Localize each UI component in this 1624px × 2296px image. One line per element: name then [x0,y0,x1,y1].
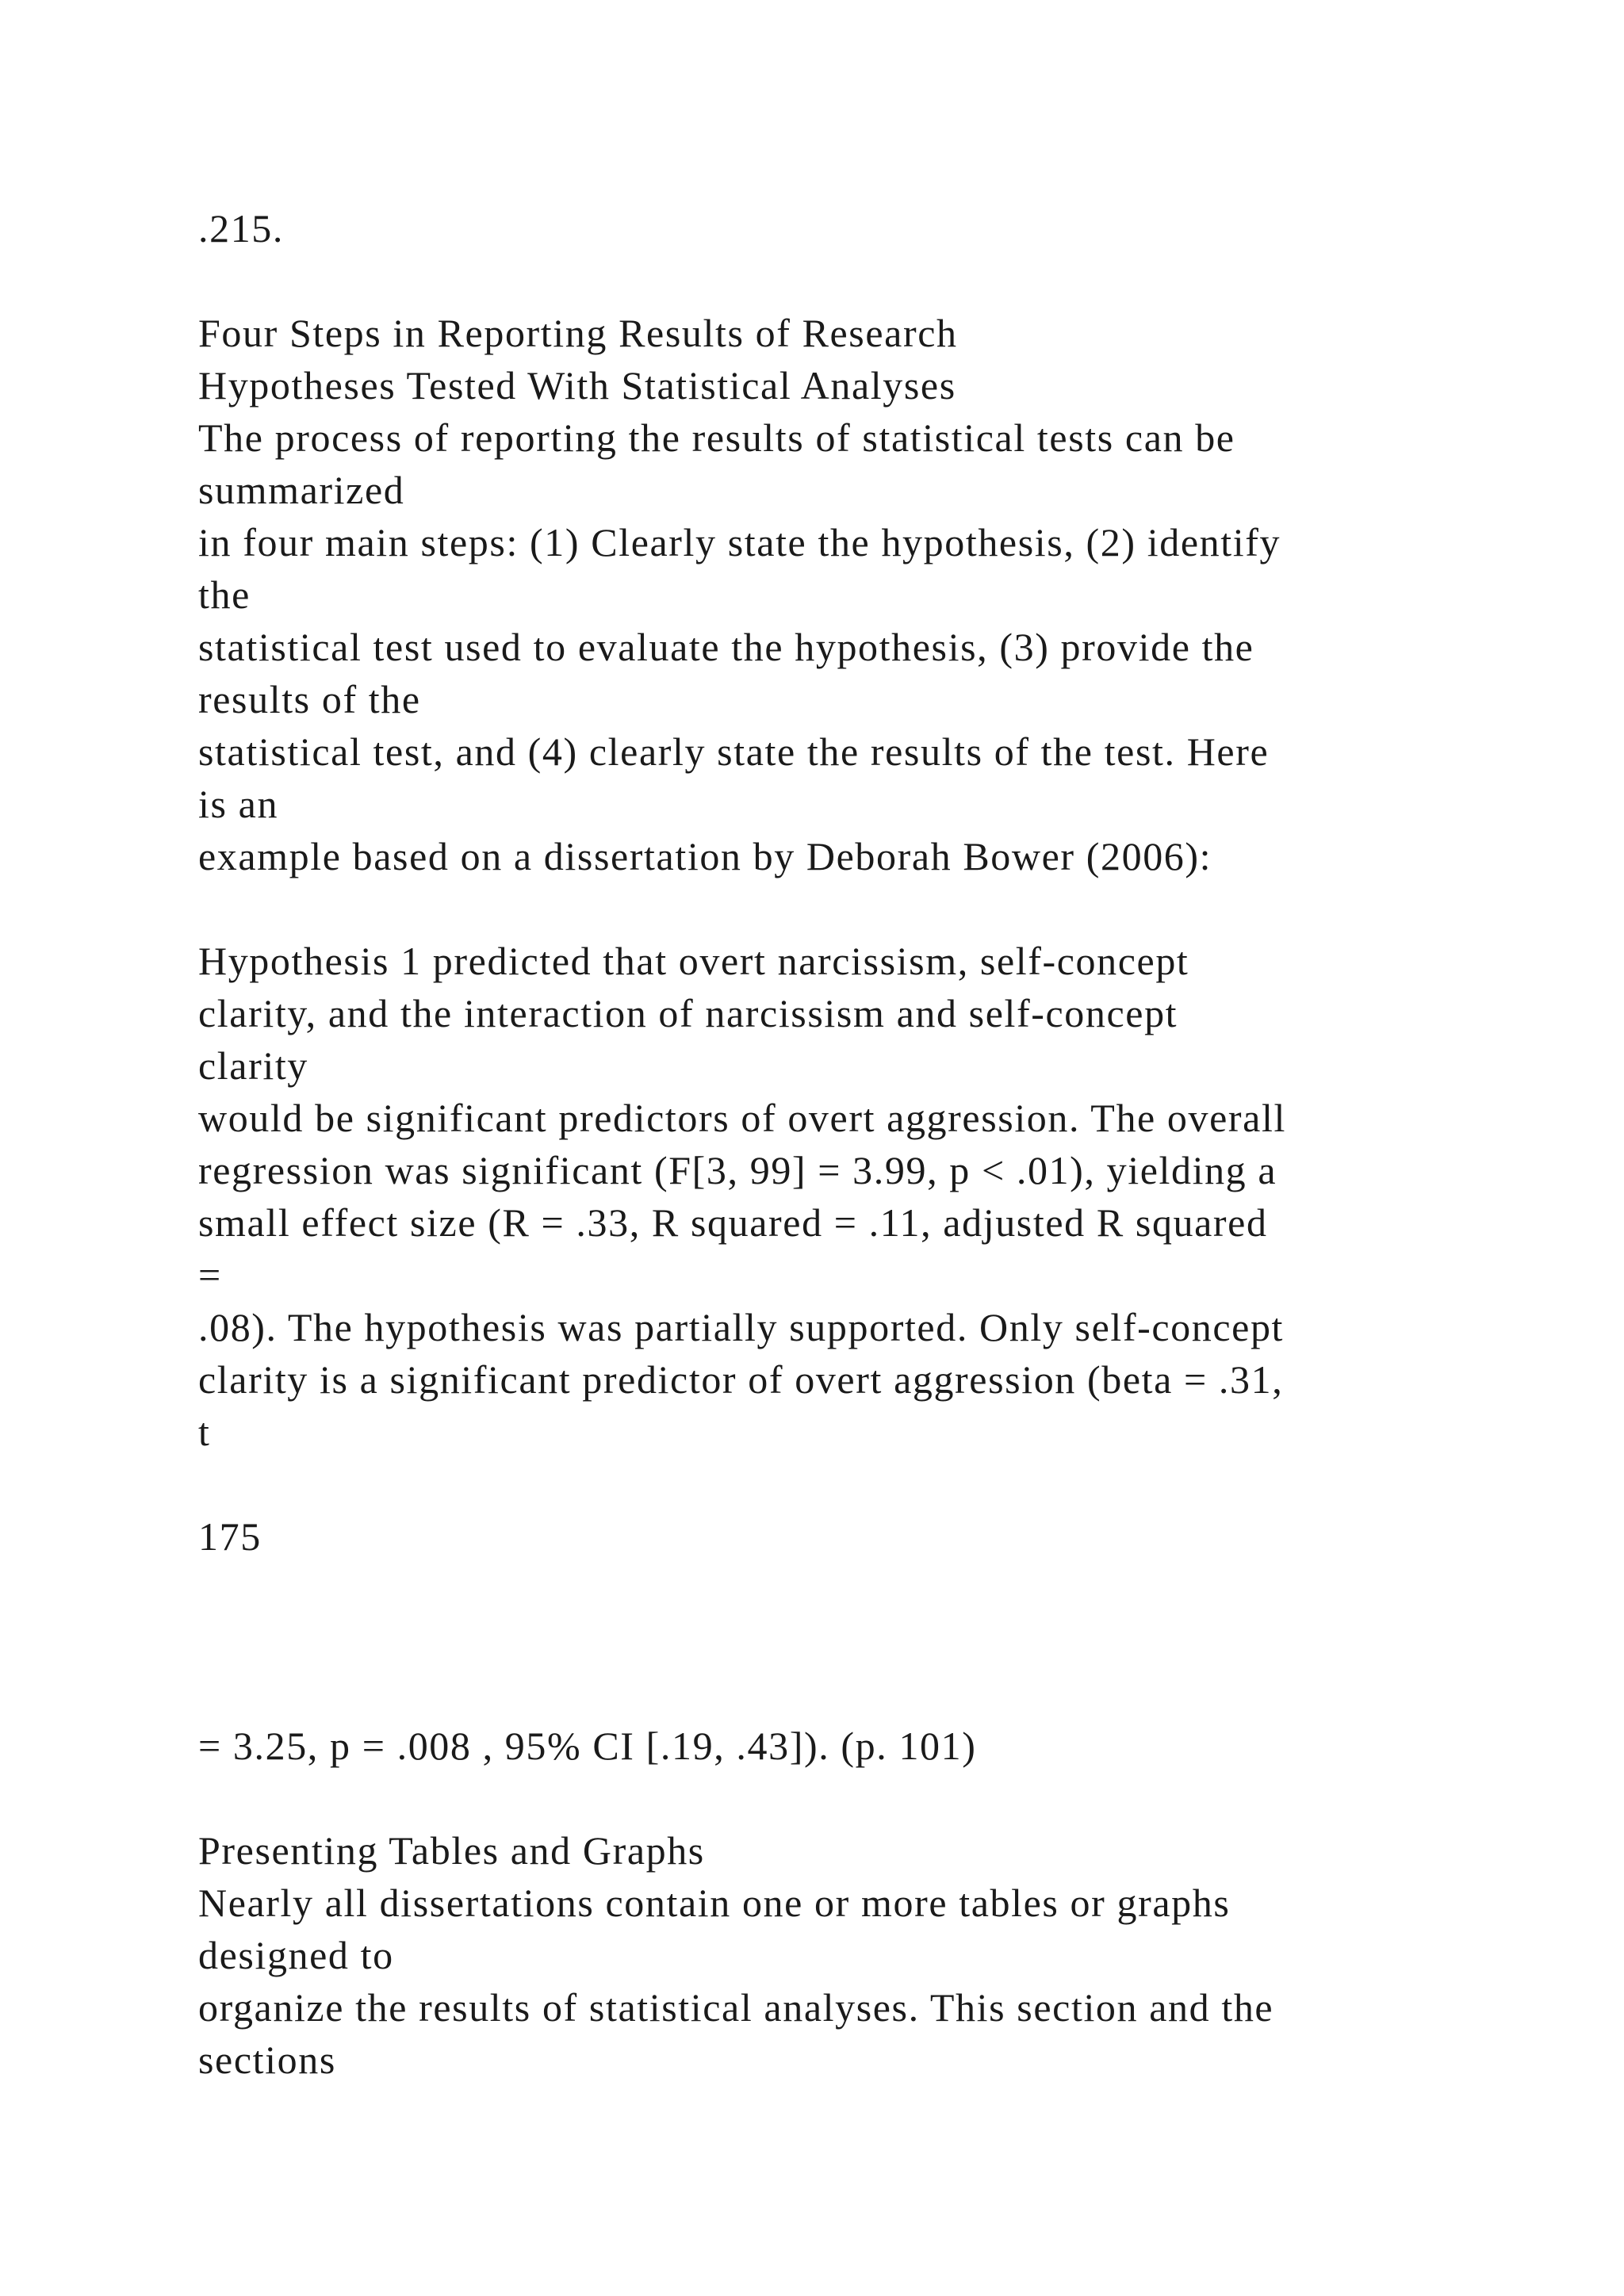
paragraph-line: summarized [198,468,405,512]
paragraph-line: in four main steps: (1) Clearly state the hypothesis, (2) identify [198,520,1281,564]
example-line: = [198,1253,222,1297]
page-number: 175 [198,1514,262,1559]
example-line: clarity [198,1043,308,1088]
example-line: .08). The hypothesis was partially supported. Only self-concept [198,1305,1285,1349]
paragraph-line: The process of reporting the results of statistical tests can be [198,415,1235,460]
example-line: clarity, and the interaction of narcissism and self-concept [198,991,1178,1035]
example-line: t [198,1410,211,1454]
paragraph-line: the [198,572,251,617]
paragraph-line: statistical test, and (4) clearly state the results of the test. Here [198,729,1270,774]
example-line: small effect size (R = .33, R squared = .11, adjusted R squared [198,1200,1268,1245]
paragraph-line: example based on a dissertation by Deborah Bower (2006): [198,834,1212,878]
paragraph-line: results of the [198,677,421,721]
example-line: = 3.25, p = .008 , 95% CI [.19, .43]). (p. 101) [198,1724,977,1768]
example-line: clarity is a significant predictor of overt aggression (beta = .31, [198,1357,1284,1402]
paragraph-line: is an [198,782,279,826]
paragraph-line: sections [198,2038,336,2082]
text-line-fragment: .215. [198,206,284,251]
section-heading: Presenting Tables and Graphs [198,1828,705,1873]
example-line: Hypothesis 1 predicted that overt narcissism, self-concept [198,939,1189,983]
section-heading-line-2: Hypotheses Tested With Statistical Analyses [198,363,956,408]
example-line: would be significant predictors of overt aggression. The overall [198,1096,1286,1140]
paragraph-line: designed to [198,1933,394,1977]
paragraph-line: organize the results of statistical analyses. This section and the [198,1985,1274,2030]
paragraph-line: Nearly all dissertations contain one or more tables or graphs [198,1881,1231,1925]
example-line: regression was significant (F[3, 99] = 3.99, p < .01), yielding a [198,1148,1277,1192]
section-heading-line-1: Four Steps in Reporting Results of Research [198,311,958,355]
paragraph-line: statistical test used to evaluate the hypothesis, (3) provide the [198,625,1254,669]
